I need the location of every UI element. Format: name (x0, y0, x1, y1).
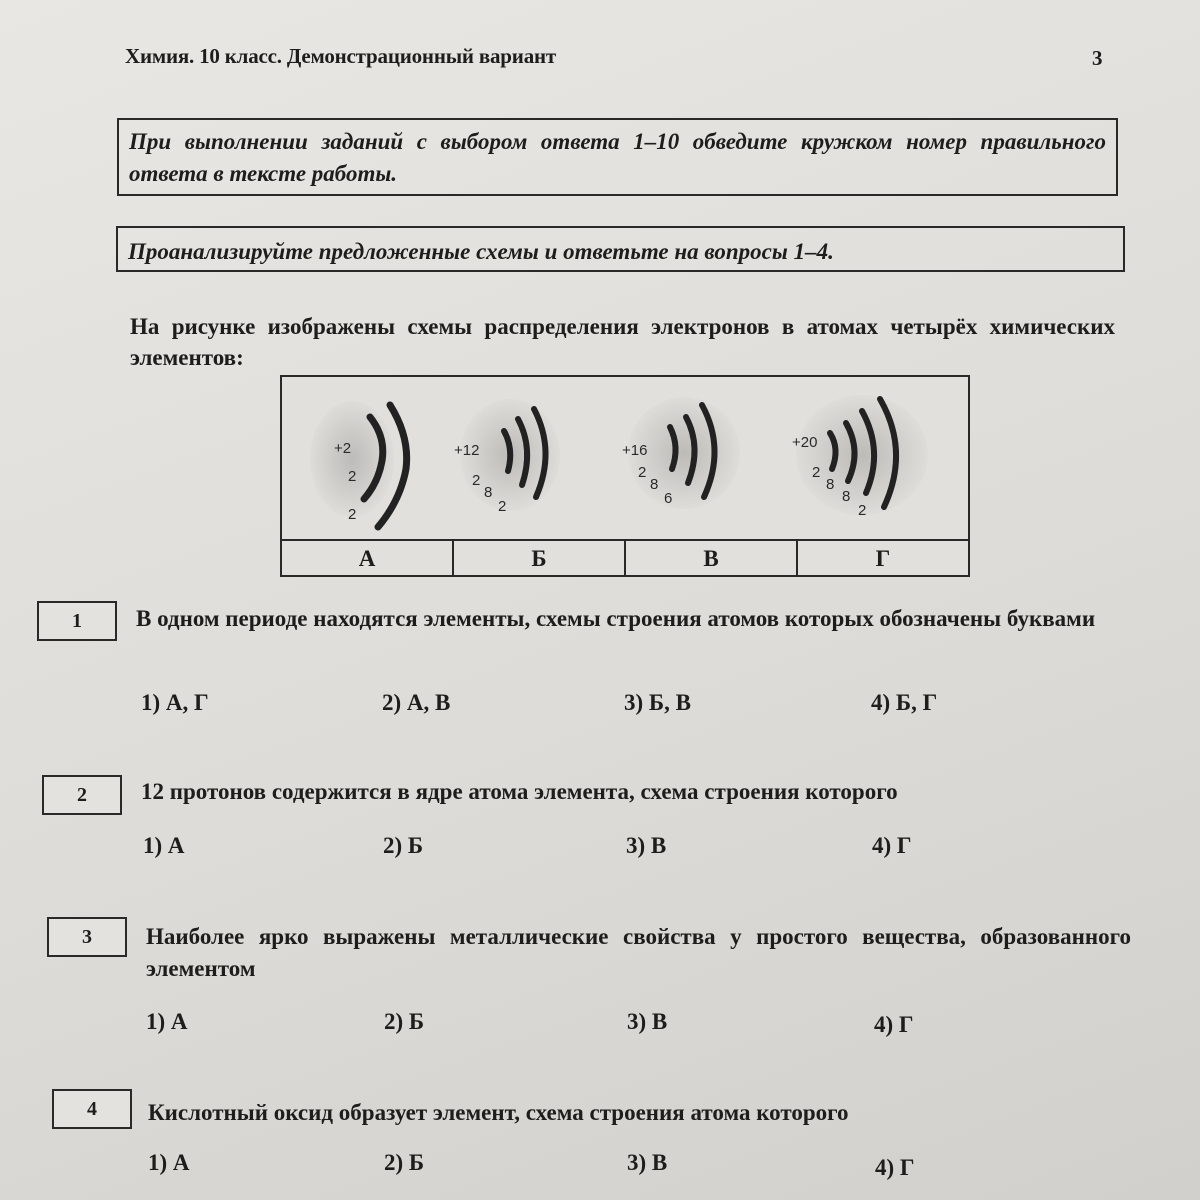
answer-option[interactable]: 3) В (626, 833, 667, 858)
atom-scheme-g (792, 395, 928, 519)
answer-option[interactable]: 1) А (148, 1150, 190, 1175)
answer-option[interactable]: 4) Г (875, 1155, 915, 1180)
electron-count-label: 2 (858, 502, 867, 519)
question-text: 12 протонов содержится в ядре атома элемента, схема строения которого (141, 779, 898, 804)
electron-count-label: 2 (348, 468, 357, 485)
electron-count-label: 2 (498, 498, 507, 515)
answer-option[interactable]: 4) Г (872, 833, 912, 858)
answer-option[interactable]: 3) В (627, 1009, 668, 1034)
answer-option[interactable]: 1) А (143, 833, 185, 858)
electron-count-label: 8 (650, 476, 659, 493)
atom-schemes-image (282, 377, 968, 539)
page-header-title: Химия. 10 класс. Демонстрационный вариант (125, 44, 557, 68)
electron-count-label: 8 (842, 488, 851, 505)
answer-option[interactable]: 3) Б, В (624, 690, 691, 715)
electron-count-label: 2 (812, 464, 821, 481)
question-number-box: 2 (42, 775, 122, 815)
atom-label-a: А (282, 541, 454, 577)
answer-option[interactable]: 1) А, Г (141, 690, 209, 715)
electron-count-label: 2 (348, 506, 357, 523)
answer-option[interactable]: 3) В (627, 1150, 668, 1175)
question-number-box: 3 (47, 917, 127, 957)
answer-option[interactable]: 4) Б, Г (871, 690, 938, 715)
electron-count-label: 6 (664, 490, 673, 507)
atom-scheme-a (310, 401, 407, 527)
answer-option[interactable]: 2) Б (383, 833, 424, 858)
answer-option[interactable]: 1) А (146, 1009, 188, 1034)
analyze-box: Проанализируйте предложенные схемы и ответьте на вопросы 1–4. (116, 226, 1125, 272)
atom-scheme-b (454, 399, 560, 515)
atom-schemes-figure (280, 375, 970, 577)
atom-charge-label: +20 (792, 434, 818, 451)
answer-option[interactable]: 4) Г (874, 1012, 914, 1037)
atom-label-g: Г (875, 546, 891, 571)
instruction-box: При выполнении заданий с выбором ответа 1–10 обведите кружком номер правильного ответа в тексте работы. (117, 118, 1118, 196)
question-text: Кислотный оксид образует элемент, схема строения атома которого (148, 1100, 849, 1125)
electron-count-label: 2 (638, 464, 647, 481)
atom-labels-row (282, 539, 968, 577)
page-number: 3 (1092, 46, 1103, 70)
electron-count-label: 2 (472, 472, 481, 489)
electron-count-label: 8 (826, 476, 835, 493)
atom-charge-label: +2 (334, 440, 352, 457)
intro-text: На рисунке изображены схемы распределения электронов в атомах четырёх химических элементов: (130, 314, 1115, 370)
answer-option[interactable]: 2) А, В (382, 690, 451, 715)
atom-charge-label: +16 (622, 442, 648, 459)
answer-option[interactable]: 2) Б (384, 1009, 425, 1034)
answer-option[interactable]: 2) Б (384, 1150, 425, 1175)
question-number-box: 4 (52, 1089, 132, 1129)
atom-label-b: Б (454, 541, 626, 577)
question-number-box: 1 (37, 601, 117, 641)
electron-count-label: 8 (484, 484, 493, 501)
atom-charge-label: +12 (454, 442, 480, 459)
question-text: Наиболее ярко выражены металлические свойства у простого вещества, образованного элементом (146, 924, 1131, 981)
atom-label-v: В (626, 541, 798, 577)
question-text: В одном периоде находятся элементы, схемы строения атомов которых обозначены буквами (136, 606, 1096, 631)
atom-scheme-v (622, 397, 740, 509)
